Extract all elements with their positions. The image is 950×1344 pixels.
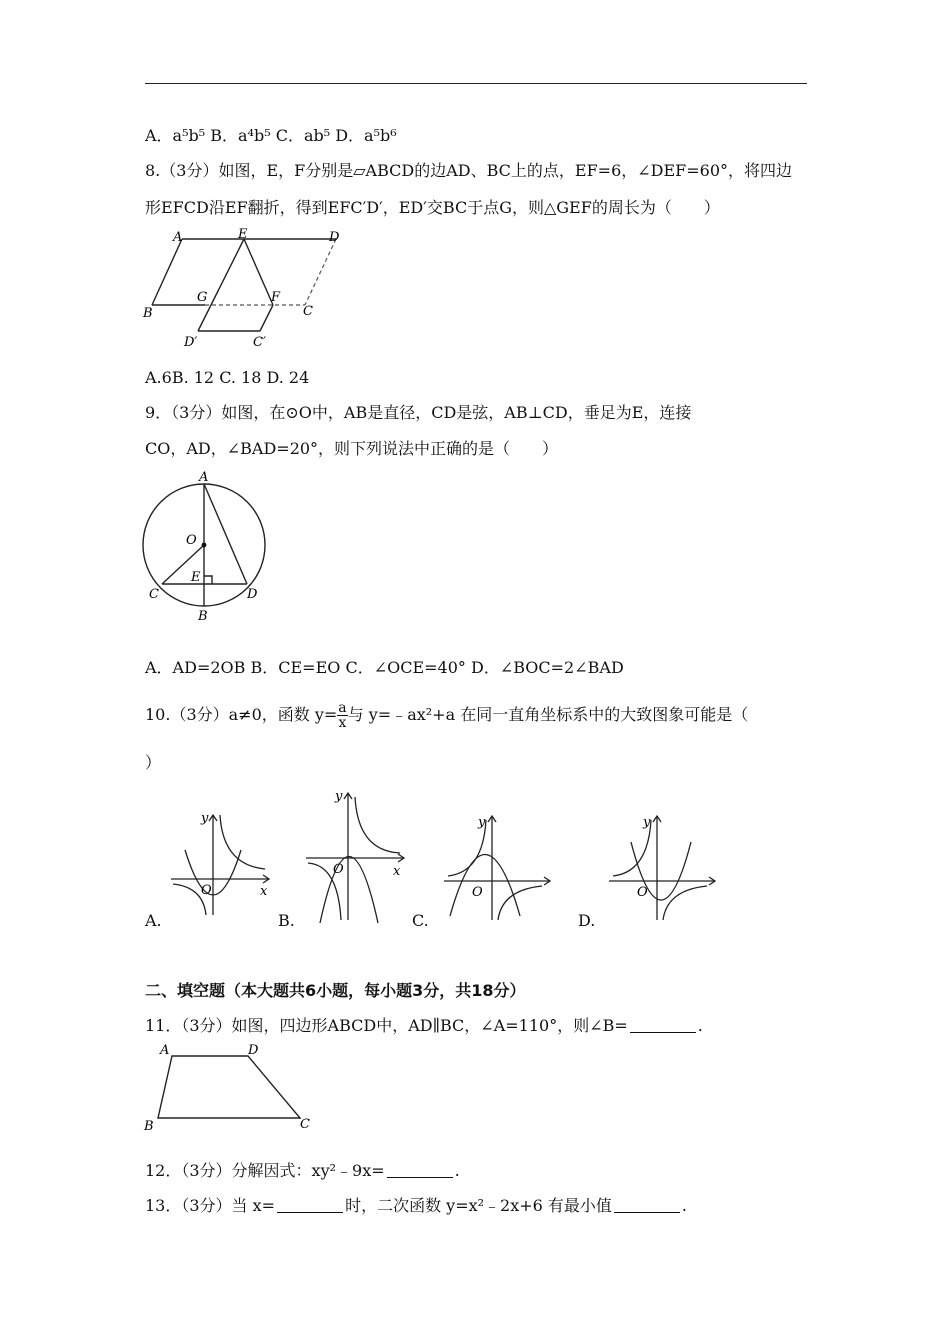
q11-label-D: D [248,1043,259,1058]
q8-label-G: G [197,290,208,305]
q8-text-line2: 形EFCD沿EF翻折，得到EFC′D′，ED′交BC于点G，则△GEF的周长为（ ） [145,198,720,217]
q8-options: A.6B. 12 C. 18 D. 24 [145,368,310,387]
q8-text-line1: 8.（3分）如图，E，F分别是▱ABCD的边AD、BC上的点，EF=6，∠DEF=60°，将四边 [145,161,793,180]
q13-answer-blank-2[interactable] [614,1196,680,1213]
q9-label-C: C [149,587,159,602]
q10-a-y-label: y [201,811,209,826]
q10-d-y-label: y [643,815,651,830]
q10-option-d: D. [578,911,596,930]
q10-a-origin: O [201,883,212,898]
q10-a-x-label: x [260,884,268,899]
q9-label-A: A [199,470,209,485]
q12-question: 12．（3分）分解因式：xy²﹣9x= [145,1161,385,1180]
q10-c-origin: O [472,885,483,900]
q11-label-B: B [144,1119,154,1134]
q11-label-C: C [300,1117,310,1132]
q10-frac-den: x [338,715,347,731]
q11-end: . [697,1016,703,1035]
q11-answer-blank[interactable] [630,1016,696,1033]
q10-text-line1 [145,700,748,730]
q10-fraction [337,701,347,730]
q7-options: A．a⁵b⁵ B．a⁴b⁵ C．ab⁵ D．a⁵b⁶ [145,126,397,145]
q10-c-y-label: y [478,815,486,830]
q10-b-x-label: x [393,864,401,879]
q12-text [145,1160,460,1182]
q11-text [145,1015,703,1037]
q10-graph-c [440,808,555,923]
q10-b-y-label: y [335,789,343,804]
q11-question: 11．（3分）如图，四边形ABCD中，AD∥BC，∠A=110°，则∠B= [145,1016,628,1035]
q10-d-origin: O [637,885,648,900]
q8-label-D: D [329,230,340,245]
q9-text-line2: CO，AD，∠BAD=20°，则下列说法中正确的是（ ） [145,439,559,458]
q13-answer-blank-1[interactable] [277,1196,343,1213]
q9-label-D: D [247,587,258,602]
q10-text-line2: ） [145,753,162,772]
q8-label-E: E [238,227,248,242]
q9-options: A．AD=2OB B．CE=EO C．∠OCE=40° D．∠BOC=2∠BAD [145,658,624,677]
q10-graph-d [605,808,720,923]
q9-label-O: O [186,533,197,548]
q11-label-A: A [160,1043,170,1058]
q8-figure [140,225,360,353]
q8-label-C-prime: C′ [253,335,266,350]
q10-frac-num: a [338,700,347,716]
q10-graph-a [165,805,280,920]
q12-answer-blank[interactable] [387,1161,453,1178]
q12-end: . [454,1161,460,1180]
q10-b-origin: O [333,862,344,877]
section-2-heading: 二、填空题（本大题共6小题，每小题3分，共18分） [145,981,526,1000]
q10-graph-b [300,785,410,925]
q10-option-c: C. [412,911,429,930]
q10-option-b: B. [278,911,295,930]
q11-figure [140,1042,320,1137]
q13-end: . [681,1196,688,1215]
q8-label-A: A [173,230,183,245]
q13-part1: 13．（3分）当 x= [145,1196,276,1215]
q13-text [145,1195,687,1217]
q10-option-a: A. [145,911,162,930]
q8-label-B: B [143,306,153,321]
q9-label-E: E [191,570,201,585]
q8-label-C: C [303,304,313,319]
q8-label-D-prime: D′ [184,335,198,350]
q9-label-B: B [198,609,208,624]
q13-part2: 时，二次函数 y=x²﹣2x+6 有最小值 [345,1196,612,1215]
q8-label-F: F [271,290,281,305]
header-rule [145,83,807,84]
q10-suffix: 与 y=﹣ax²+a 在同一直角坐标系中的大致图象可能是（ [347,705,749,724]
q10-prefix: 10.（3分）a≠0，函数 y= [145,705,338,724]
q9-text-line1: 9．（3分）如图，在⊙O中，AB是直径，CD是弦，AB⊥CD，垂足为E，连接 [145,403,692,422]
q9-figure [135,465,280,630]
